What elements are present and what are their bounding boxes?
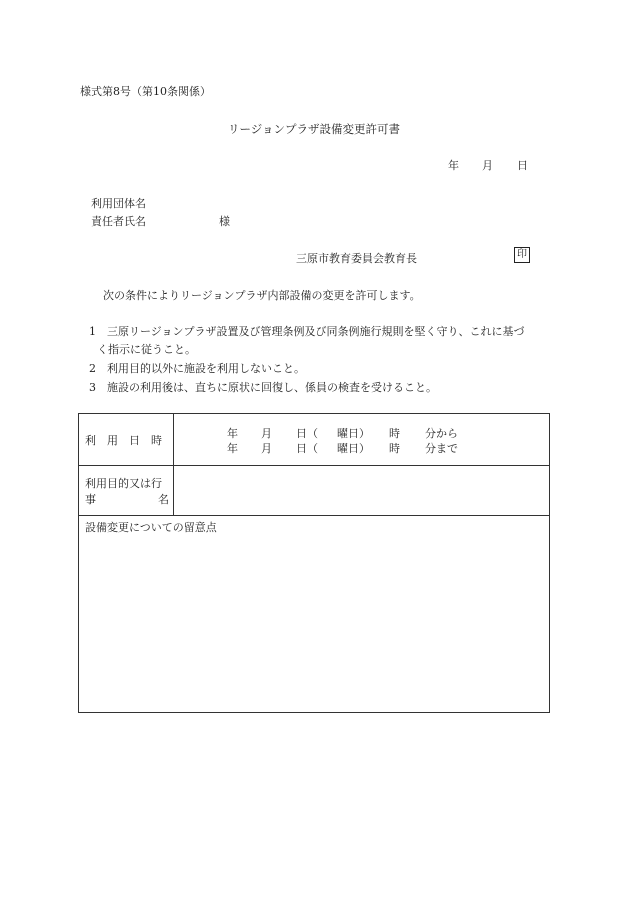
date-day-label: 日	[517, 159, 528, 172]
start-weekday-label: 曜日）	[337, 427, 370, 440]
condition-item	[89, 360, 305, 376]
date-month-label: 月	[482, 159, 493, 172]
permit-details-table	[78, 413, 550, 713]
condition-text: 利用目的以外に施設を利用しないこと。	[107, 362, 305, 375]
notes-label: 設備変更についての留意点	[85, 521, 217, 534]
usage-datetime-label: 利 用 日 時	[85, 434, 162, 447]
table-column-divider	[173, 414, 174, 515]
seal-mark: 印	[514, 247, 530, 263]
end-year-label: 年	[227, 442, 238, 455]
end-minute-label: 分まで	[425, 442, 458, 455]
start-hour-label: 時	[389, 427, 400, 440]
condition-number: 2	[89, 362, 96, 375]
issuer-name: 三原市教育委員会教育長	[296, 252, 417, 265]
purpose-label-line2-start: 事	[85, 493, 96, 506]
condition-item	[89, 323, 525, 339]
condition-item	[89, 379, 437, 395]
organization-name-label: 利用団体名	[91, 197, 146, 210]
intro-text: 次の条件によりリージョンプラザ内部設備の変更を許可します。	[103, 289, 421, 302]
document-title: リージョンプラザ設備変更許可書	[228, 122, 401, 136]
table-row-divider	[79, 465, 549, 466]
purpose-label: 利用目的又は行	[85, 477, 162, 490]
condition-text: 施設の利用後は、直ちに原状に回復し、係員の検査を受けること。	[107, 381, 437, 394]
table-row-divider	[79, 515, 549, 516]
end-month-label: 月	[261, 442, 272, 455]
purpose-label-line2-end: 名	[158, 493, 169, 506]
condition-text-continued: く指示に従うこと。	[97, 343, 196, 356]
form-number: 様式第8号（第10条関係）	[80, 85, 211, 98]
condition-number: 1	[89, 325, 96, 338]
honorific-sama: 様	[219, 215, 230, 228]
start-year-label: 年	[227, 427, 238, 440]
condition-number: 3	[89, 381, 96, 394]
end-day-label: 日（	[296, 442, 318, 455]
start-minute-label: 分から	[425, 427, 458, 440]
start-month-label: 月	[261, 427, 272, 440]
start-day-label: 日（	[296, 427, 318, 440]
end-weekday-label: 曜日）	[337, 442, 370, 455]
end-hour-label: 時	[389, 442, 400, 455]
condition-text: 三原リージョンプラザ設置及び管理条例及び同条例施行規則を堅く守り、これに基づ	[107, 325, 525, 338]
responsible-person-label: 責任者氏名	[91, 215, 146, 228]
date-year-label: 年	[448, 159, 459, 172]
